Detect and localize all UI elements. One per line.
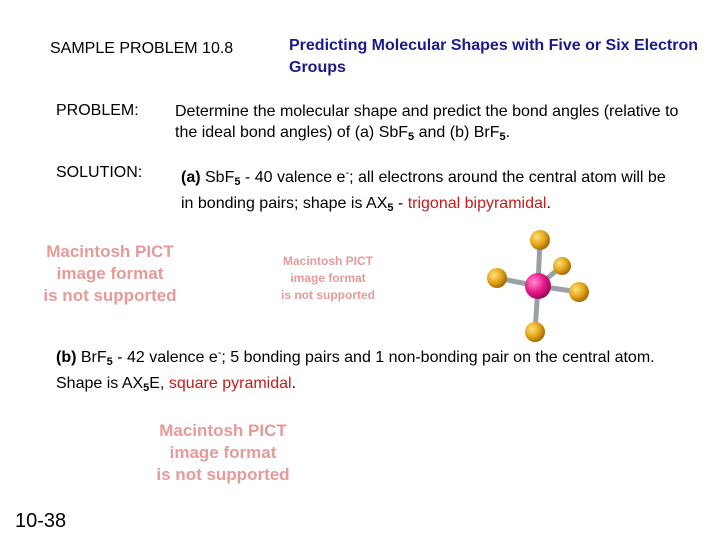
solution-label: SOLUTION: xyxy=(56,164,143,181)
outer-atom-back xyxy=(553,257,571,275)
central-atom xyxy=(525,273,551,299)
pict-placeholder-3: Macintosh PICT image format is not supported xyxy=(156,421,290,484)
slide-number: 10-38 xyxy=(15,510,67,532)
solution-part-b: (b) BrF$_5$ - 42 valence e-; 5 bonding pairs and 1 non-bonding pair on the central atom. Shape is $AX_5E$, square pyramidal. xyxy=(56,347,655,394)
problem-label: PROBLEM: xyxy=(56,102,139,119)
sample-problem-label: SAMPLE PROBLEM 10.8 xyxy=(50,40,234,57)
shape-square-pyramidal: square pyramidal xyxy=(168,375,292,392)
solution-part-a: (a) SbF$_5$ - 40 valence e-; all electrons around the central atom will be in bonding pairs; shape is $AX_5$ - trigonal bipyramidal. xyxy=(181,167,666,214)
shape-trigonal-bipyramidal: trigonal bipyramidal xyxy=(407,195,547,212)
molecule-model-image xyxy=(478,228,598,346)
outer-atom-right xyxy=(569,282,589,302)
outer-atom-top xyxy=(530,230,550,250)
outer-atom-left xyxy=(487,268,507,288)
problem-text: Determine the molecular shape and predict the bond angles (relative to the ideal bond angles) of (a) SbF$_5$ and (b) BrF$_5$. xyxy=(175,103,679,143)
pict-placeholder-1: Macintosh PICT image format is not supported xyxy=(43,242,177,305)
page-title: Predicting Molecular Shapes with Five or Six Electron Groups xyxy=(289,37,698,76)
outer-atom-bottom xyxy=(525,322,545,342)
pict-placeholder-2: Macintosh PICT image format is not supported xyxy=(281,254,375,302)
